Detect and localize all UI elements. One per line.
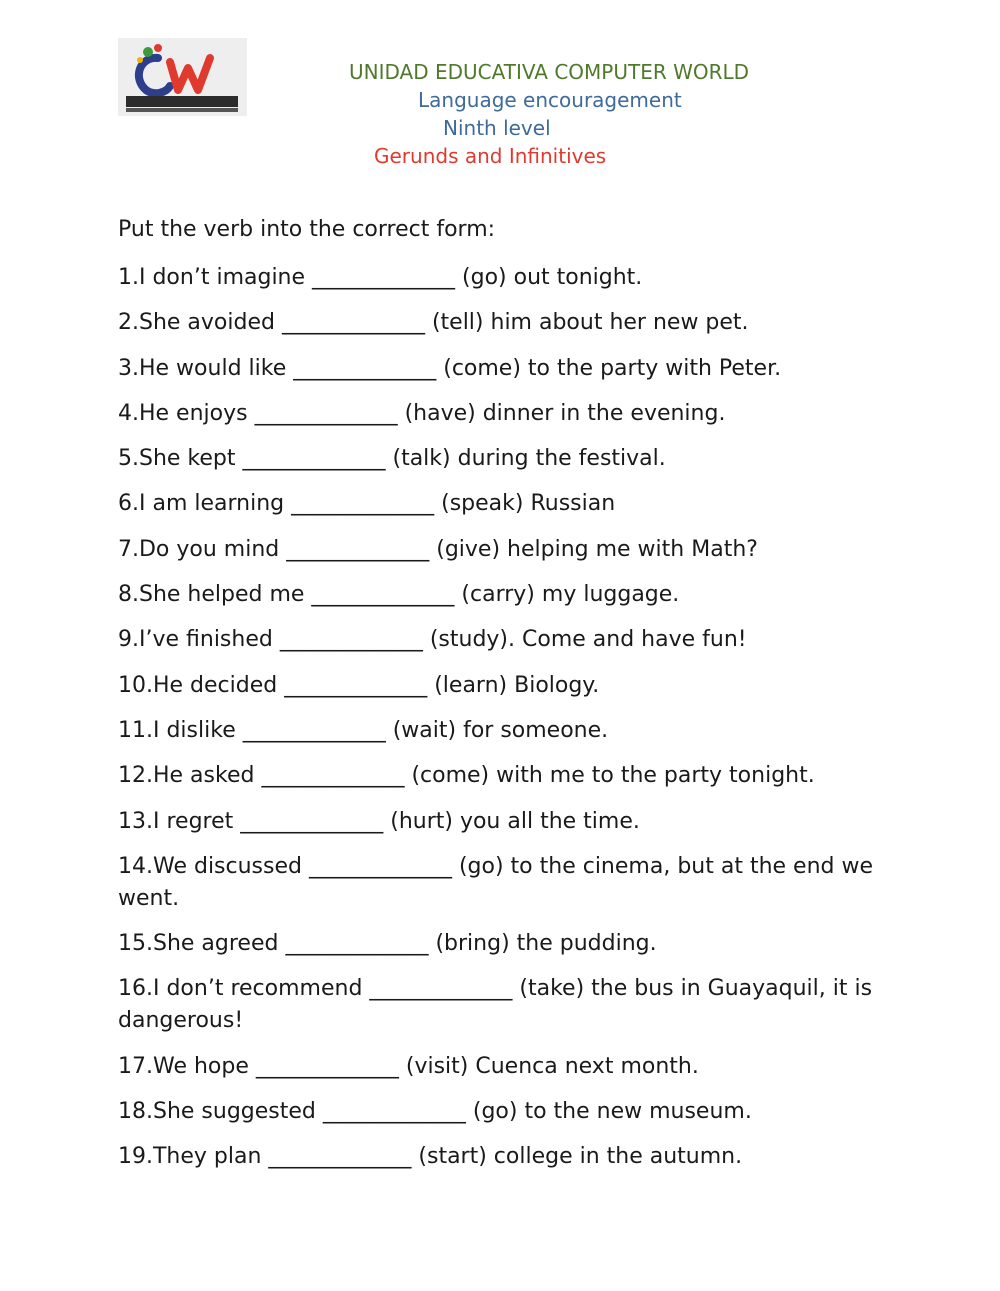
exercise-item: 6.I am learning _____________ (speak) Russian — [118, 491, 616, 517]
exercise-item: 1.I don’t imagine _____________ (go) out tonight. — [118, 265, 643, 290]
exercise-item: 15.She agreed _____________ (bring) the pudding. — [118, 931, 657, 957]
exercise-item: 7.Do you mind _____________ (give) helping me with Math? — [118, 536, 758, 562]
exercise-item: 8.She helped me _____________ (carry) my luggage. — [118, 582, 680, 608]
exercise-item: 11.I dislike _____________ (wait) for someone. — [118, 717, 609, 743]
exercise-item: 17.We hope _____________ (visit) Cuenca next month. — [118, 1053, 699, 1079]
school-name: UNIDAD EDUCATIVA COMPUTER WORLD — [349, 60, 750, 84]
exercise-item: 4.He enjoys _____________ (have) dinner in the evening. — [118, 400, 726, 426]
school-logo — [118, 38, 247, 116]
exercise-item: 13.I regret _____________ (hurt) you all the time. — [118, 808, 640, 834]
exercise-item: 10.He decided _____________ (learn) Biology. — [118, 672, 600, 698]
exercise-list — [118, 262, 918, 1187]
instructions: Put the verb into the correct form: — [118, 217, 496, 242]
topic-title: Gerunds and Infinitives — [374, 144, 607, 168]
subtitle: Language encouragement — [418, 88, 682, 112]
exercise-item: 18.She suggested _____________ (go) to the new museum. — [118, 1099, 752, 1125]
exercise-item: 2.She avoided _____________ (tell) him about her new pet. — [118, 310, 749, 336]
exercise-item: 12.He asked _____________ (come) with me to the party tonight. — [118, 763, 815, 789]
exercise-item: 19.They plan _____________ (start) college in the autumn. — [118, 1144, 743, 1170]
exercise-item: 9.I’ve finished _____________ (study). Come and have fun! — [118, 627, 747, 653]
exercise-item: 5.She kept _____________ (talk) during the festival. — [118, 446, 666, 472]
level-label: Ninth level — [443, 116, 551, 140]
exercise-item: 14.We discussed _____________ (go) to the cinema, but at the end we went. — [118, 853, 874, 911]
exercise-item: 3.He would like _____________ (come) to the party with Peter. — [118, 355, 782, 381]
exercise-item: 16.I don’t recommend _____________ (take) the bus in Guayaquil, it is dangerous! — [118, 976, 873, 1034]
